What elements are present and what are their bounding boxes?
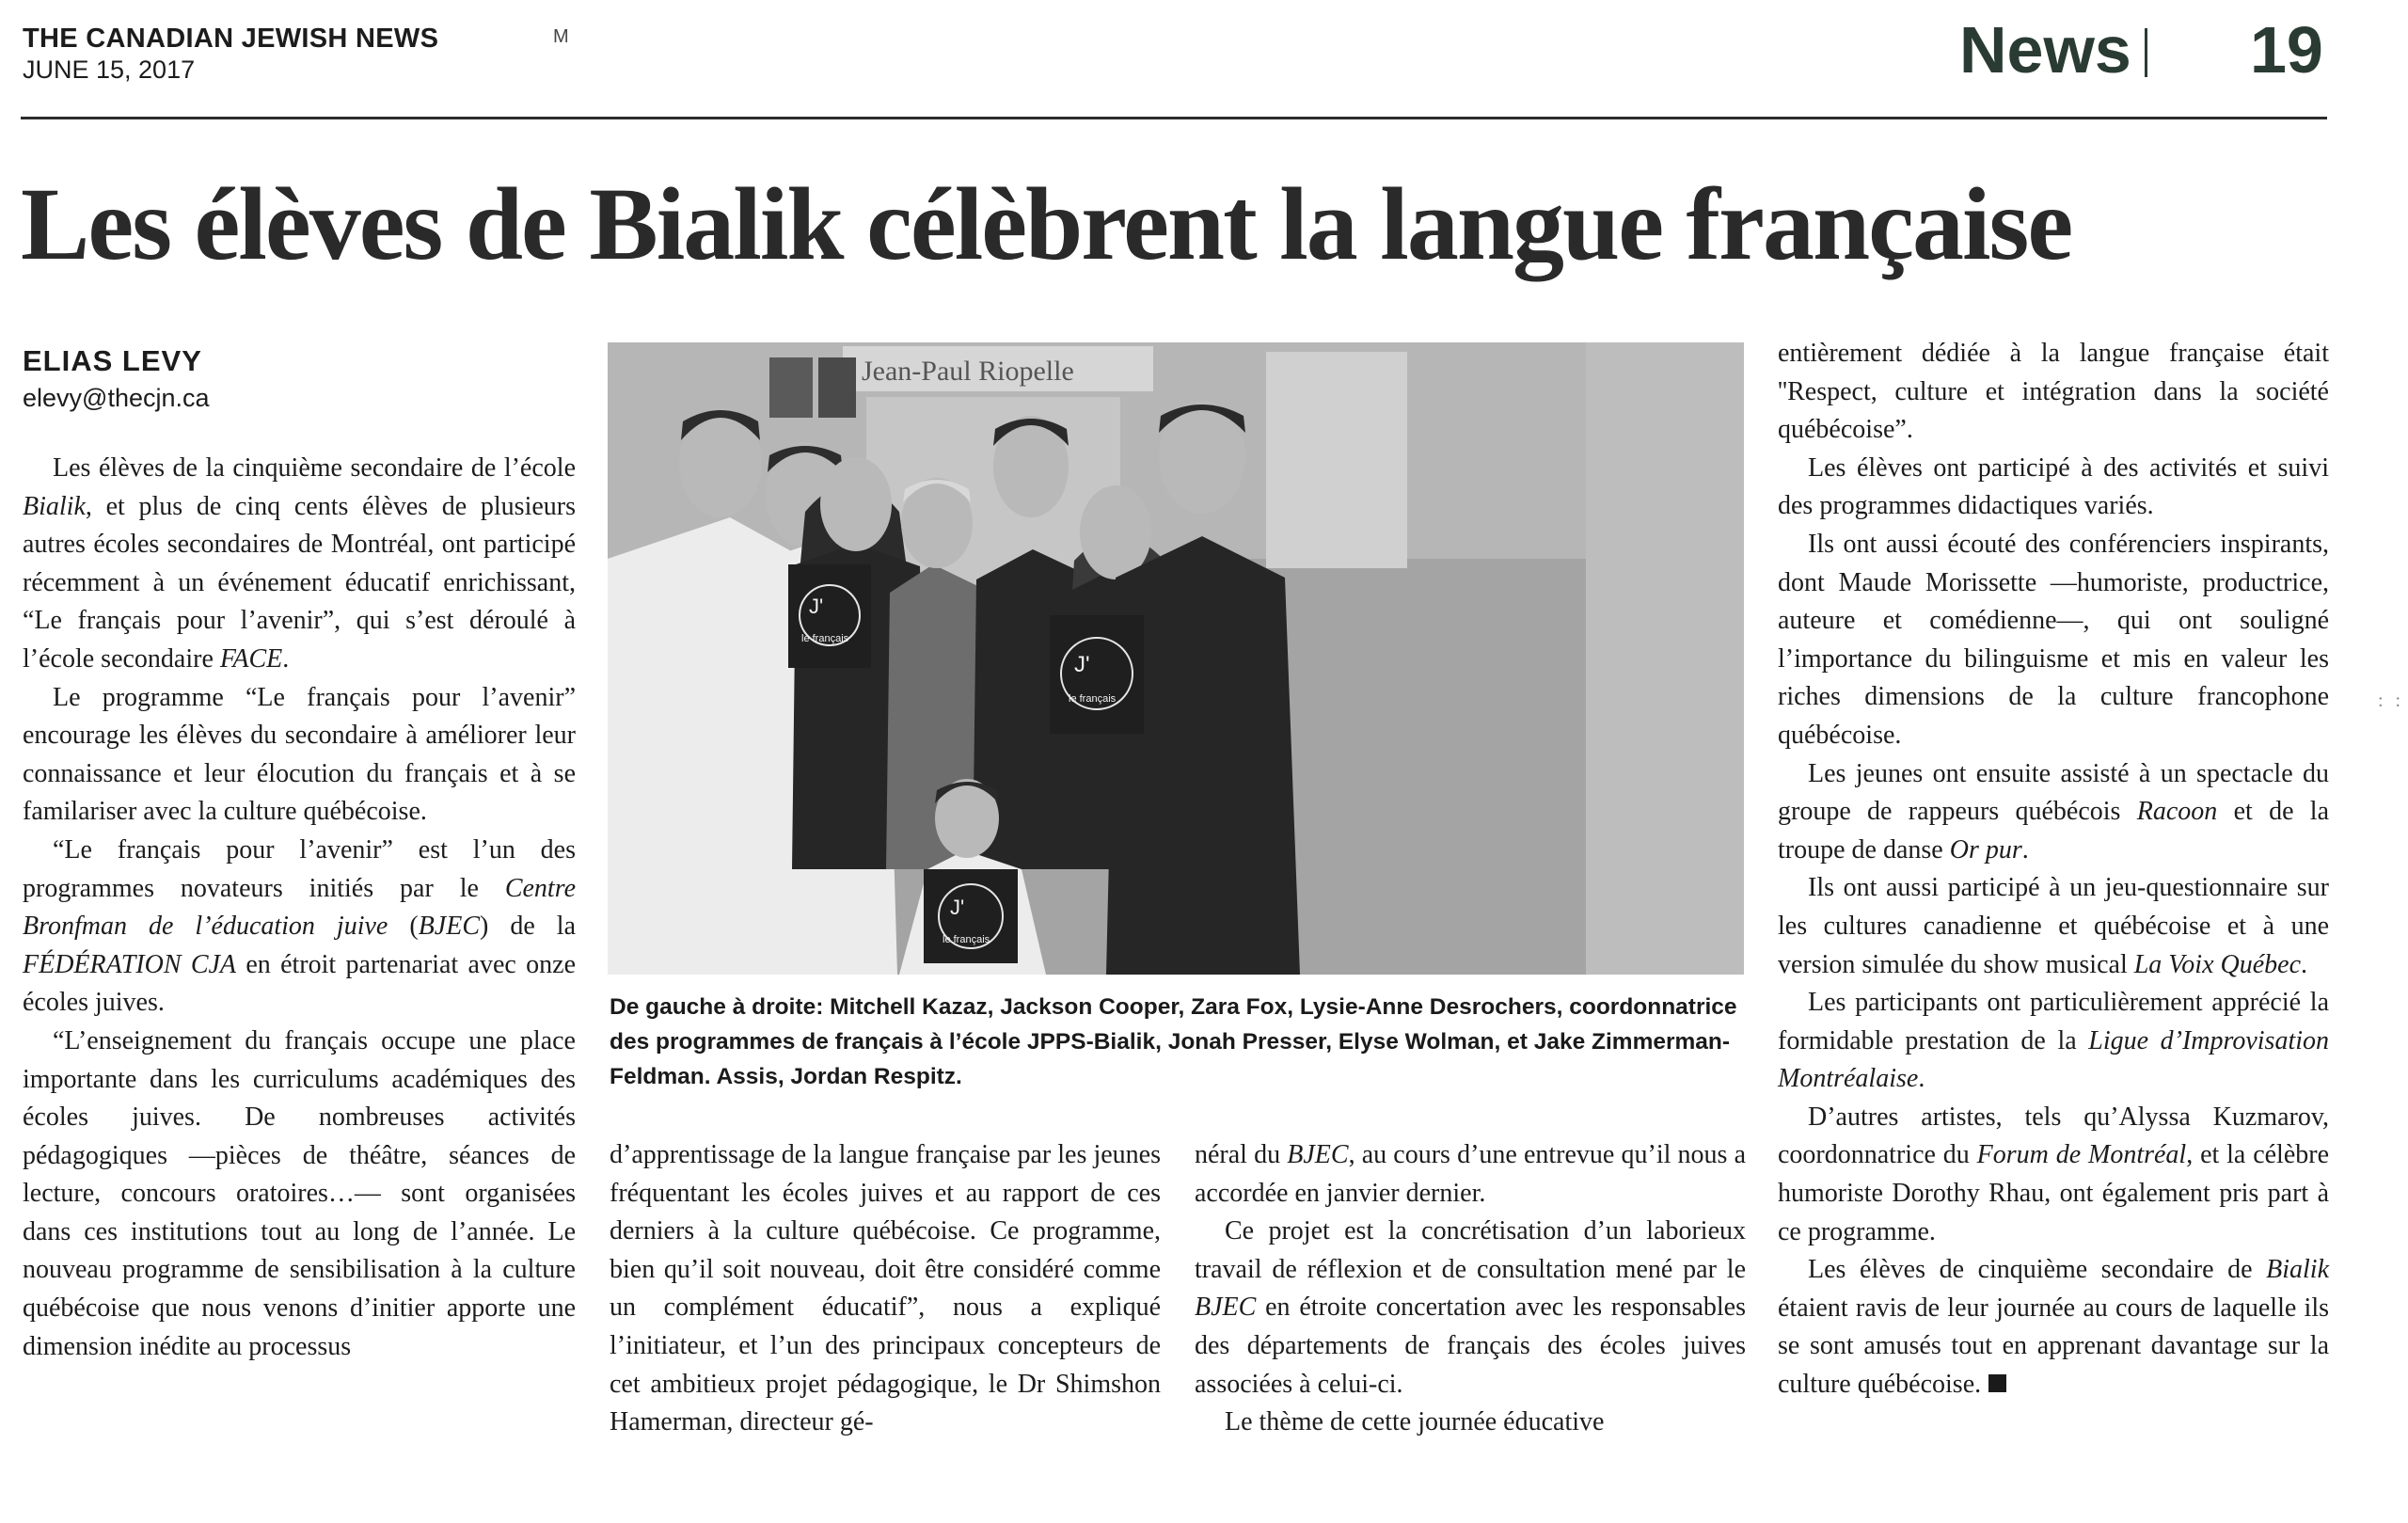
- publication-date: JUNE 15, 2017: [23, 56, 196, 84]
- italic-run: Centre Bronfman de l’éducation juive: [23, 873, 576, 942]
- svg-text:J': J': [950, 896, 965, 919]
- photo-caption: De gauche à droite: Mitchell Kazaz, Jackson Cooper, Zara Fox, Lysie-Anne Desrochers, coordonnatrice des programmes de français à l’école JPPS-Bialik, Jonah Presser, Elyse Wolman, et Jake Zimmerman-Feldman. Assis, Jordan Respitz.: [610, 994, 1737, 1089]
- paragraph: Les jeunes ont ensuite assisté à un spectacle du groupe de rappeurs québécois Racoon et de la troupe de danse Or pur.: [1778, 758, 2329, 865]
- column-2: [610, 1136, 1161, 1442]
- italic-run: Racoon: [2136, 797, 2218, 827]
- author-email: elevy@thecjn.ca: [23, 384, 210, 412]
- paragraph: entièrement dédiée à la langue française était ''Respect, culture et intégration dans la société québécoise”.: [1778, 339, 2329, 445]
- italic-run: BJEC: [1287, 1140, 1349, 1169]
- photo-frame: [769, 357, 813, 418]
- paragraph: Ils ont aussi écouté des conférenciers inspirants, dont Maude Morissette —humoriste, productrice, auteure et comédienne—, qui ont souligné l’importance du bilinguisme et mis en valeur les riches dimensions de la culture francophone québécoise.: [1778, 529, 2329, 750]
- photo-wall-right: [1586, 342, 1744, 975]
- italic-run: BJEC: [418, 912, 481, 942]
- italic-run: FÉDÉRATION CJA: [23, 949, 237, 979]
- column-3: [1195, 1136, 1746, 1442]
- article-photo: [608, 342, 1744, 975]
- column-1: [23, 450, 576, 1366]
- paragraph-text: Les élèves de cinquième secondaire de Bialik étaient ravis de leur journée au cours de laquelle ils se sont amusés tout en apprenant davantage sur la culture québécoise.: [1778, 1255, 2329, 1400]
- paragraph: Les élèves de la cinquième secondaire de l’école Bialik, et plus de cinq cents élèves de plusieurs autres écoles secondaires de Montréal, ont participé récemment à un événement éducatif enrichissant, “Le français pour l’avenir”, qui s’est déroulé à l’école secondaire FACE.: [23, 453, 576, 674]
- tote-bag: [924, 869, 1018, 963]
- top-rule: [21, 117, 2327, 119]
- italic-run: FACE: [219, 643, 283, 674]
- paragraph: d’apprentissage de la langue française par les jeunes fréquentant les écoles juives et au rapport de ces derniers à la culture québécoise. Ce programme, bien qu’il soit nouveau, doit être considéré comme un complément éducatif”, nous a expliqué l’initiateur, et l’un des principaux concepteurs de cet ambitieux projet pédagogique, le Dr Shimshon Hamerman, directeur gé-: [610, 1140, 1161, 1437]
- masthead-left: [23, 23, 438, 85]
- paragraph: Le programme “Le français pour l’avenir” encourage les élèves du secondaire à améliorer leur connaissance et leur élocution du français et à se familariser avec la culture québécoise.: [23, 682, 576, 827]
- svg-text:le français: le français: [801, 633, 849, 644]
- column-4: [1778, 335, 2329, 1404]
- tote-bag: [1050, 615, 1144, 734]
- paragraph: “L’enseignement du français occupe une place importante dans les curriculums académiques des écoles juives. De nombreuses activités pédagogiques —pièces de théâtre, séances de lecture, concours oratoires…— sont organisées dans ces institutions tout au long de l’année. Le nouveau programme de sensibilisation à la culture québécoise que nous venons d’initier apporte une dimension inédite au processus: [23, 1025, 576, 1361]
- italic-run: Ligue d’Improvisation Montréalaise: [1778, 1025, 2330, 1094]
- svg-text:J': J': [1074, 652, 1090, 677]
- svg-text:le français: le français: [943, 934, 990, 945]
- photo-poster: [1266, 352, 1407, 568]
- margin-marks: : :: [2378, 690, 2405, 711]
- photo-frame: [818, 357, 856, 418]
- paragraph: Ce projet est la concrétisation d’un laborieux travail de réflexion et de consultation mené par le BJEC en étroite concertation avec les responsables des départements de français des écoles juives associées à celui-ci.: [1195, 1216, 1746, 1399]
- paragraph: Ils ont aussi participé à un jeu-questionnaire sur les cultures canadienne et québécoise et à une version simulée du show musical La Voix Québec.: [1778, 873, 2329, 979]
- italic-run: Forum de Montréal: [1976, 1140, 2187, 1170]
- publication-name: THE CANADIAN JEWISH NEWS: [23, 24, 439, 54]
- edition-mark: M: [553, 26, 569, 47]
- paragraph: [1778, 1251, 2329, 1404]
- italic-run: La Voix Québec: [2133, 949, 2302, 979]
- group-photo-illustration: [608, 342, 1744, 975]
- paragraph: “Le français pour l’avenir” est l’un des programmes novateurs initiés par le Centre Bronfman de l’éducation juive (BJEC) de la FÉDÉRATION CJA en étroit partenariat avec onze écoles juives.: [23, 834, 576, 1018]
- paragraph: Le thème de cette journée éducative: [1225, 1407, 1605, 1437]
- photo-wall-sign-text: Jean-Paul Riopelle: [862, 356, 1074, 387]
- paragraph: D’autres artistes, tels qu’Alyssa Kuzmarov, coordonnatrice du Forum de Montréal, et la célèbre humoriste Dorothy Rhau, ont également pris part à ce programme.: [1778, 1102, 2330, 1246]
- italic-run: Bialik: [2266, 1255, 2329, 1285]
- italic-run: Or pur: [1949, 834, 2022, 865]
- paragraph: néral du BJEC, au cours d’une entrevue qu’il nous a accordée en janvier dernier.: [1195, 1140, 1746, 1208]
- page-number: 19: [2250, 13, 2323, 87]
- italic-run: Bialik: [23, 491, 86, 521]
- italic-run: BJEC: [1195, 1293, 1257, 1323]
- end-of-article-mark: [1988, 1374, 2006, 1392]
- paragraph: Les participants ont particulièrement apprécié la formidable prestation de la Ligue d’Improvisation Montréalaise.: [1778, 988, 2330, 1094]
- svg-text:le français: le français: [1069, 693, 1117, 705]
- byline: ELIAS LEVY: [23, 344, 202, 377]
- paragraph: Les élèves ont participé à des activités et suivi des programmes didactiques variés.: [1778, 452, 2329, 521]
- svg-text:J': J': [809, 595, 824, 618]
- section-separator: [2145, 28, 2147, 77]
- headline: Les élèves de Bialik célèbrent la langue française: [21, 167, 2072, 281]
- tote-bag: [788, 564, 871, 668]
- section-label: News: [1959, 13, 2131, 87]
